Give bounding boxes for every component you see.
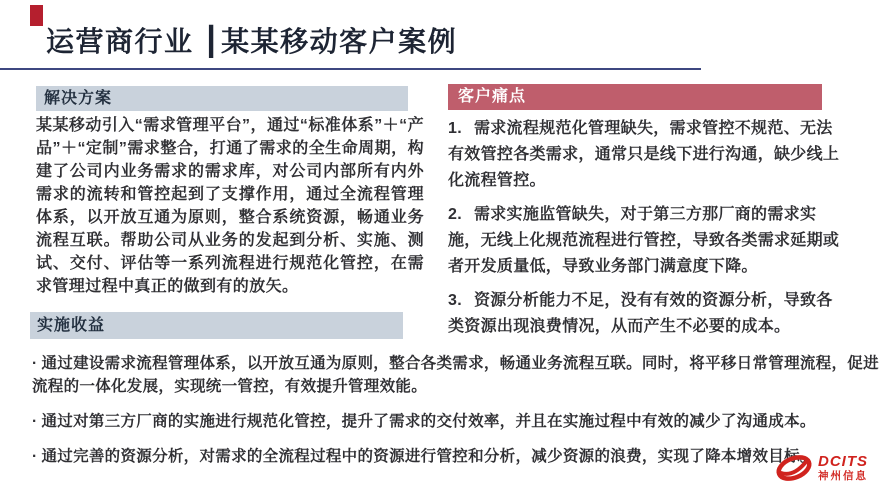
bullet-icon: · xyxy=(32,413,38,430)
painpoint-text: 需求实施监管缺失，对于第三方那厂商的需求实施，无线上化规范流程进行管控，导致各类需求延期或者开发质量低，导致业务部门满意度下降。 xyxy=(448,206,840,275)
title-divider-line xyxy=(0,68,701,70)
solution-body-text: 某某移动引入“需求管理平台”，通过“标准体系”＋“产品”＋“定制”需求整合，打通了需求的全生命周期，构建了公司内业务需求的需求库，对公司内部所有内外需求的流转和管控起到了支撑作用，通过全流程管理体系，以开放互通为原则，整合系统资源，畅通业务流程互联。帮助公司从业务的发起到分析、实施、测试、交付、评估等一系列流程进行规范化管控，在需求管理过程中真正的做到有的放矢。 xyxy=(36,117,424,295)
benefit-item xyxy=(32,445,880,468)
benefits-list xyxy=(32,352,880,480)
logo-brand: DCITS xyxy=(818,452,868,470)
painpoints-section-header: 客户痛点 xyxy=(448,84,822,110)
dcits-logo xyxy=(774,452,868,484)
painpoint-number: 2. xyxy=(448,206,462,223)
painpoint-text: 资源分析能力不足，没有有效的资源分析，导致各类资源出现浪费情况，从而产生不必要的成本。 xyxy=(448,292,833,335)
solution-section-header: 解决方案 xyxy=(36,86,408,111)
benefit-text: 通过建设需求流程管理体系，以开放互通为原则，整合各类需求，畅通业务流程互联。同时，将平移日常管理流程，促进流程的一体化发展，实现统一管控，有效提升管理效能。 xyxy=(32,355,879,395)
benefit-item xyxy=(32,352,880,398)
painpoint-number: 3. xyxy=(448,292,462,309)
benefit-text: 通过对第三方厂商的实施进行规范化管控，提升了需求的交付效率，并且在实施过程中有效的减少了沟通成本。 xyxy=(41,413,816,430)
painpoint-text: 需求流程规范化管理缺失，需求管控不规范、无法有效管控各类需求，通常只是线下进行沟通，缺少线上化流程管控。 xyxy=(448,120,840,189)
painpoint-item xyxy=(448,116,844,194)
logo-text xyxy=(818,454,868,483)
benefits-section-header: 实施收益 xyxy=(30,312,403,339)
page-title: 运营商行业 ┃某某移动客户案例 xyxy=(46,26,458,57)
benefit-item xyxy=(32,410,880,433)
painpoint-item xyxy=(448,288,844,340)
painpoint-item xyxy=(448,202,844,280)
logo-swirl-icon xyxy=(774,452,814,484)
painpoints-list xyxy=(448,116,844,348)
bullet-icon: · xyxy=(32,448,38,465)
painpoint-number: 1. xyxy=(448,120,462,137)
benefit-text: 通过完善的资源分析，对需求的全流程过程中的资源进行管控和分析，减少资源的浪费，实现了降本增效目标。 xyxy=(41,448,816,465)
logo-company: 神州信息 xyxy=(818,469,868,482)
title-accent-bar xyxy=(30,5,43,26)
bullet-icon: · xyxy=(32,355,38,372)
